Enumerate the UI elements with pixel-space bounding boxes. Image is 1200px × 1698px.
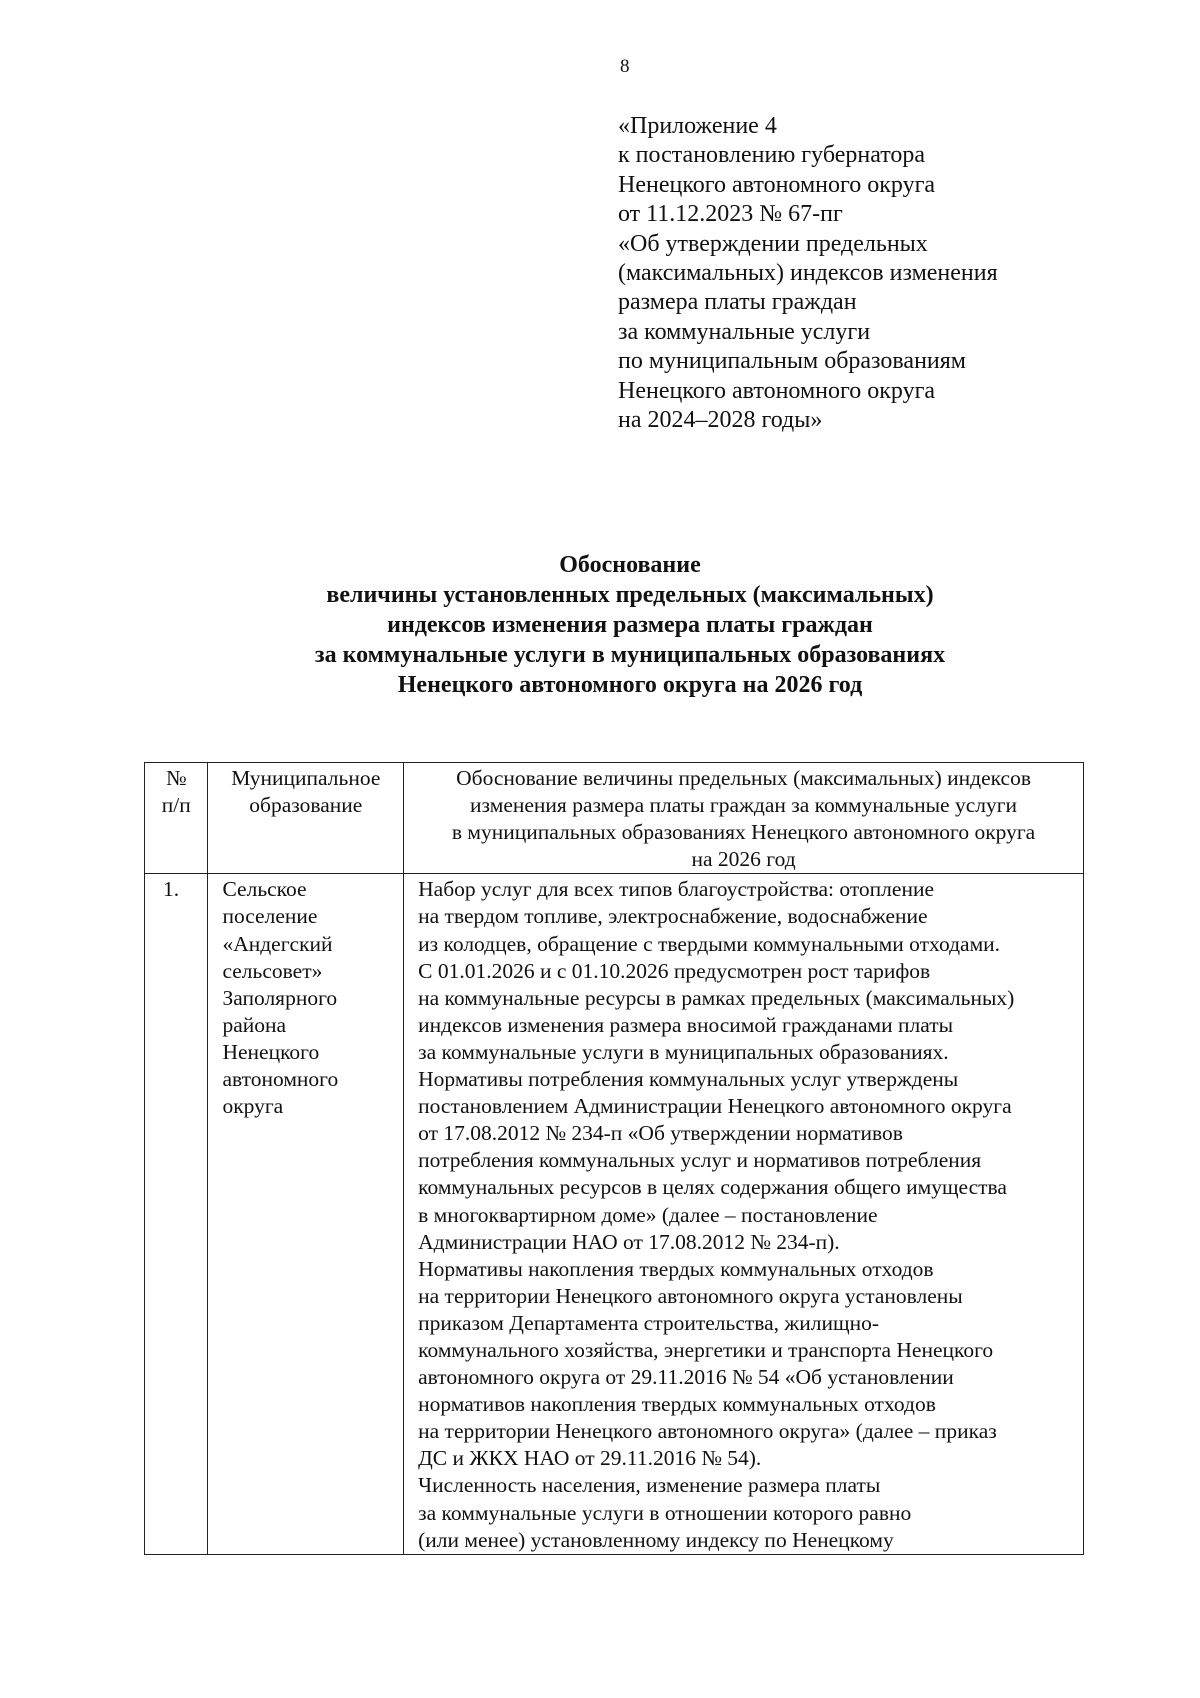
justification-line: на твердом топливе, электроснабжение, водоснабжение [418, 904, 928, 929]
municipality-line: Сельское [222, 877, 307, 902]
document-title [180, 550, 1080, 700]
appendix-line: размера платы граждан [618, 289, 857, 316]
appendix-line: Ненецкого автономного округа [618, 377, 936, 404]
justification-line: Нормативы потребления коммунальных услуг утверждены [418, 1067, 959, 1092]
appendix-line: за коммунальные услуги [618, 318, 871, 345]
justification-line: на территории Ненецкого автономного округа установлены [418, 1283, 963, 1308]
title-line: индексов изменения размера платы граждан [387, 612, 873, 638]
justification-line: Набор услуг для всех типов благоустройства: отопление [418, 877, 935, 902]
appendix-line: Ненецкого автономного округа [618, 171, 936, 198]
justification-line: от 17.08.2012 № 234-п «Об утверждении нормативов [418, 1121, 903, 1146]
row-num: 1. [145, 874, 208, 1554]
header-municipality-line: образование [249, 793, 363, 818]
appendix-line: от 11.12.2023 № 67-пг [618, 201, 843, 228]
justification-line: автономного округа от 29.11.2016 № 54 «Об установлении [418, 1365, 954, 1390]
table-row [145, 874, 1084, 1554]
header-justification-line: в муниципальных образованиях Ненецкого автономного округа [451, 820, 1036, 845]
justification-line: нормативов накопления твердых коммунальных отходов [418, 1392, 936, 1417]
justification-line: в многоквартирном доме» (далее – постановление [418, 1202, 878, 1227]
header-num [145, 763, 208, 874]
municipality-line: автономного [222, 1067, 339, 1092]
justification-line: Администрации НАО от 17.08.2012 № 234-п). [418, 1229, 840, 1254]
justification-line: индексов изменения размера вносимой гражданами платы [418, 1012, 954, 1037]
municipality-line: Ненецкого [222, 1039, 320, 1064]
municipality-line: района [222, 1012, 287, 1037]
page-number: 8 [620, 56, 630, 77]
justification-line: из колодцев, обращение с твердыми коммунальными отходами. [418, 931, 1001, 956]
justification-line: на коммунальные ресурсы в рамках предельных (максимальных) [418, 985, 1015, 1010]
header-justification [404, 763, 1084, 874]
row-municipality [208, 874, 404, 1554]
row-justification [404, 874, 1084, 1554]
appendix-line: (максимальных) индексов изменения [618, 260, 998, 287]
header-municipality [208, 763, 404, 874]
justification-line: потребления коммунальных услуг и нормативов потребления [418, 1148, 982, 1173]
justification-table [144, 762, 1084, 1555]
appendix-line: к постановлению губернатора [618, 142, 926, 169]
justification-line: С 01.01.2026 и с 01.10.2026 предусмотрен рост тарифов [418, 958, 931, 983]
justification-line: на территории Ненецкого автономного округа» (далее – приказ [418, 1419, 997, 1444]
title-line: Обоснование [559, 552, 701, 578]
header-num-line: п/п [161, 793, 191, 818]
header-justification-line: изменения размера платы граждан за коммунальные услуги [470, 793, 1018, 818]
justification-line: (или менее) установленному индексу по Ненецкому [418, 1527, 894, 1552]
header-num-line: № [165, 766, 187, 790]
justification-line: коммунальных ресурсов в целях содержания общего имущества [418, 1175, 1007, 1200]
title-line: величины установленных предельных (максимальных) [326, 582, 934, 608]
title-line: за коммунальные услуги в муниципальных образованиях [314, 642, 946, 668]
justification-line: постановлением Администрации Ненецкого автономного округа [418, 1094, 1012, 1119]
appendix-line: по муниципальным образованиям [618, 348, 966, 375]
header-justification-line: Обоснование величины предельных (максимальных) индексов [456, 766, 1031, 790]
municipality-line: поселение [222, 904, 318, 929]
municipality-line: округа [222, 1094, 284, 1119]
appendix-line: «Приложение 4 [618, 113, 777, 139]
justification-line: ДС и ЖКХ НАО от 29.11.2016 № 54). [418, 1446, 762, 1471]
justification-line: Нормативы накопления твердых коммунальных отходов [418, 1256, 934, 1281]
justification-line: Численность населения, изменение размера платы [418, 1473, 881, 1498]
appendix-line: «Об утверждении предельных [618, 230, 928, 257]
justification-line: за коммунальные услуги в муниципальных образованиях. [418, 1039, 949, 1064]
appendix-line: на 2024–2028 годы» [618, 407, 823, 434]
justification-line: приказом Департамента строительства, жилищно- [418, 1310, 879, 1335]
header-justification-line: на 2026 год [691, 847, 796, 872]
municipality-line: Заполярного [222, 985, 338, 1010]
title-line: Ненецкого автономного округа на 2026 год [397, 672, 863, 698]
justification-line: коммунального хозяйства, энергетики и транспорта Ненецкого [418, 1337, 994, 1362]
municipality-line: сельсовет» [222, 958, 323, 983]
justification-line: за коммунальные услуги в отношении которого равно [418, 1500, 912, 1525]
municipality-line: «Андегский [222, 931, 333, 956]
appendix-block [618, 112, 1178, 435]
table-header-row [145, 763, 1084, 874]
header-municipality-line: Муниципальное [231, 766, 381, 790]
